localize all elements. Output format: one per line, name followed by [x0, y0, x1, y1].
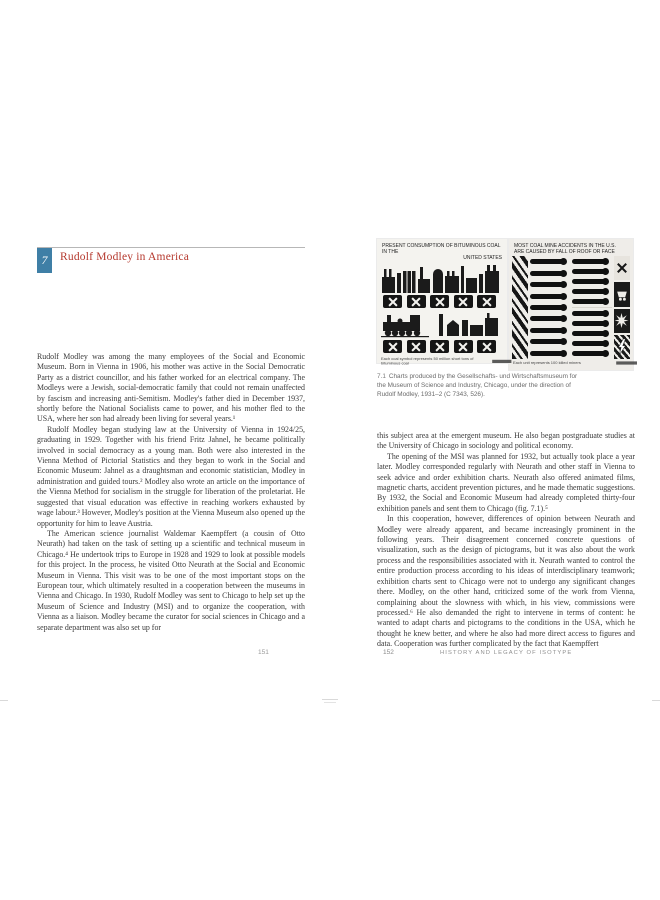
chart-body [509, 255, 633, 359]
cause-icon-strip [614, 256, 630, 359]
hammer-pick-icon [454, 340, 473, 353]
fallen-miner-icon [572, 341, 607, 346]
running-footer: HISTORY AND LEGACY OF ISOTYPE [440, 650, 573, 656]
fallen-miner-icon [530, 305, 565, 310]
miner-group-other-causes [572, 307, 612, 359]
hammer-pick-icon [477, 340, 496, 353]
page-edge-mark [652, 700, 660, 701]
fallen-miner-icon [572, 269, 607, 274]
coal-unit-row-1 [377, 293, 507, 310]
hammer-pick-icon [454, 295, 473, 308]
chart-title-line2: ARE CAUSED BY FALL OF ROOF OR FACE [514, 249, 615, 255]
fallen-miner-icon [530, 282, 565, 287]
fallen-miner-icon [530, 294, 565, 299]
page-number-right: 152 [383, 649, 394, 656]
chapter-number-badge: 7 [37, 248, 52, 273]
falling-rock-pattern [512, 256, 528, 359]
locomotive-illustration [381, 312, 503, 338]
paragraph: The opening of the MSI was planned for 1932, but actually took place a year later. Modley corresponded regularly with Neurath and other staff in Vienna to seek advice and order exhibition charts. Neurath also offered animated films, magnetic charts, accident prevention pictures, and he made thematic suggestions. By 1932, the Social and Economic Museum had already completed thirty-four exhibition panels and sent them to Chicago (fig. 7.1).⁵ [377, 451, 635, 513]
fallen-miner-icon [572, 311, 607, 316]
paragraph: Rudolf Modley began studying law at the University of Vienna in 1924/25, graduating in 1929. Together with his friend Fritz Jahnel, he became politically involved in social democracy as a young man. Both were also interested in the Vienna Method of Pictorial Statistics and they began to work in the Social and Economic Museum: Jahnel as a draughtsman and economic statistician, Modley in administration and guided tours.² Modley also wrote an article on the importance of the Vienna Method for socialism in the struggle for liberation of the proletariat. He suggested that visual education was effective in reaching workers exhausted by wage labour.³ However, Modley's position at the Vienna Museum also opened up the opportunity for him to leave Austria. [37, 424, 305, 528]
chart-credit-mark [616, 361, 637, 364]
paragraph: Rudolf Modley was among the many employees of the Social and Economic Museum. Born in Vienna in 1906, his mother was active in the Social Democratic Party as a district councillor, and his father worked for an electrical company. The Modleys were a Jewish, social-democratic family that could not remain unaffected by fascism and increasing anti-Semitism. Modley's father died in December 1937, shortly before the National Socialists came to power, and his mother fled to the USA, where her son had already been living for several years.¹ [37, 352, 305, 424]
figure-caption [377, 372, 582, 399]
miner-group-roof-fall [572, 256, 612, 307]
fallen-miner-icon [530, 351, 565, 356]
fallen-miner-icon [530, 316, 565, 321]
lightning-icon [614, 335, 630, 359]
fallen-miner-icon [572, 279, 607, 284]
page-number-left: 151 [258, 649, 269, 656]
coal-unit-row-2 [377, 338, 507, 355]
chapter-title: Rudolf Modley in America [60, 251, 190, 263]
hammer-pick-icon [430, 295, 449, 308]
chart-title [509, 239, 633, 255]
right-page-body [377, 431, 635, 650]
page-edge-mark [0, 700, 8, 701]
fallen-miner-icon [572, 299, 607, 304]
chart-title-line1: MOST COAL MINE ACCIDENTS IN THE U.S. [514, 243, 616, 249]
miner-column-2 [572, 256, 612, 359]
hammer-pick-icon [407, 295, 426, 308]
hammer-pick-icon [383, 295, 402, 308]
hammer-pick-icon [383, 340, 402, 353]
figure-caption-label: 7.1 [377, 373, 386, 380]
left-page-body [37, 352, 305, 633]
chart-title-line1: PRESENT CONSUMPTION OF BITUMINOUS COAL IN THE [382, 243, 501, 255]
chapter-rule [37, 247, 305, 248]
explosion-icon [614, 309, 630, 333]
paragraph: The American science journalist Waldemar Kaempffert (a cousin of Otto Neurath) had taken on the task of setting up a scientific and technical museum in Chicago.⁴ He undertook trips to Europe in 1928 and 1929 to look at possible models for this project. In the process, he visited Otto Neurath at the Social and Economic Museum in Vienna. This visit was to be one of the most important stops on the European tour, which ultimately resulted in a cooperation between the museums in Vienna and Chicago. In 1930, Rudolf Modley was sent to Chicago to help set up the Museum of Science and Industry (MSI) and to organize the cooperation, with Vienna as a liaison. Modley became the curator for social sciences in Chicago and a separate department was also set up for [37, 528, 305, 632]
mine-cart-icon [614, 282, 630, 306]
paragraph: this subject area at the emergent museum. He also began postgraduate studies at the University of Chicago in sociology and political economy. [377, 431, 635, 451]
chart-footnote-row [377, 355, 515, 366]
paragraph: In this cooperation, however, differences of opinion between Neurath and Modley were already apparent, and became increasingly prominent in the following years. Their disagreement concerned concrete questions of visualization, such as the design of pictograms, but it was also about the work process and the responsibilities associated with it. Neurath wanted to control the entire production process according to his ideas of interdisciplinary teamwork; exhibition charts sent to Chicago were not to undergo any significant changes there. Modley, on the other hand, criticized some of the work from Vienna, complaining about the slowness with which, in his view, commissions were processed.⁶ He also demanded the right to intervene in terms of content: he wanted to adapt charts and pictograms to the conditions in the USA, which he thought he knew better, and where he also had more direct access to figures and data. Cooperation was further complicated by the fact that Kaempffert [377, 514, 635, 649]
factory-skyline-illustration [381, 263, 503, 293]
chart-unit-legend: Each unit represents 100 killed miners [513, 360, 581, 366]
fallen-miner-icon [572, 259, 607, 264]
chart-title-line2: UNITED STATES [463, 255, 502, 261]
fallen-miner-icon [530, 328, 565, 333]
fallen-miner-icon [572, 321, 607, 326]
hammer-pick-icon [430, 340, 449, 353]
fallen-miner-icon [572, 351, 607, 356]
chart-unit-legend: Each coal symbol represents 50 million short tons of bituminous coal [381, 356, 474, 367]
page-fold-mark [324, 702, 336, 703]
hammer-pick-icon [477, 295, 496, 308]
chart-title [377, 239, 507, 261]
miner-column-1 [530, 256, 570, 359]
page-fold-mark [322, 699, 338, 700]
pickaxe-icon [614, 256, 630, 280]
fallen-miner-icon [530, 259, 565, 264]
figure-caption-text: Charts produced by the Gesellschafts- und Wirtschaftsmuseum for the Museum of Science and Industry, Chicago, under the direction of Rudolf Modley, 1931–2 (C 7343, 526). [377, 373, 578, 398]
hammer-pick-icon [407, 340, 426, 353]
fallen-miner-icon [572, 289, 607, 294]
fallen-miner-icon [572, 331, 607, 336]
fallen-miner-icon [530, 271, 565, 276]
chart-footnote-row [509, 359, 641, 365]
chart-coal-consumption [377, 239, 507, 367]
fallen-miner-icon [530, 339, 565, 344]
figure-7-1 [377, 239, 633, 370]
chart-mine-accidents [509, 239, 633, 370]
